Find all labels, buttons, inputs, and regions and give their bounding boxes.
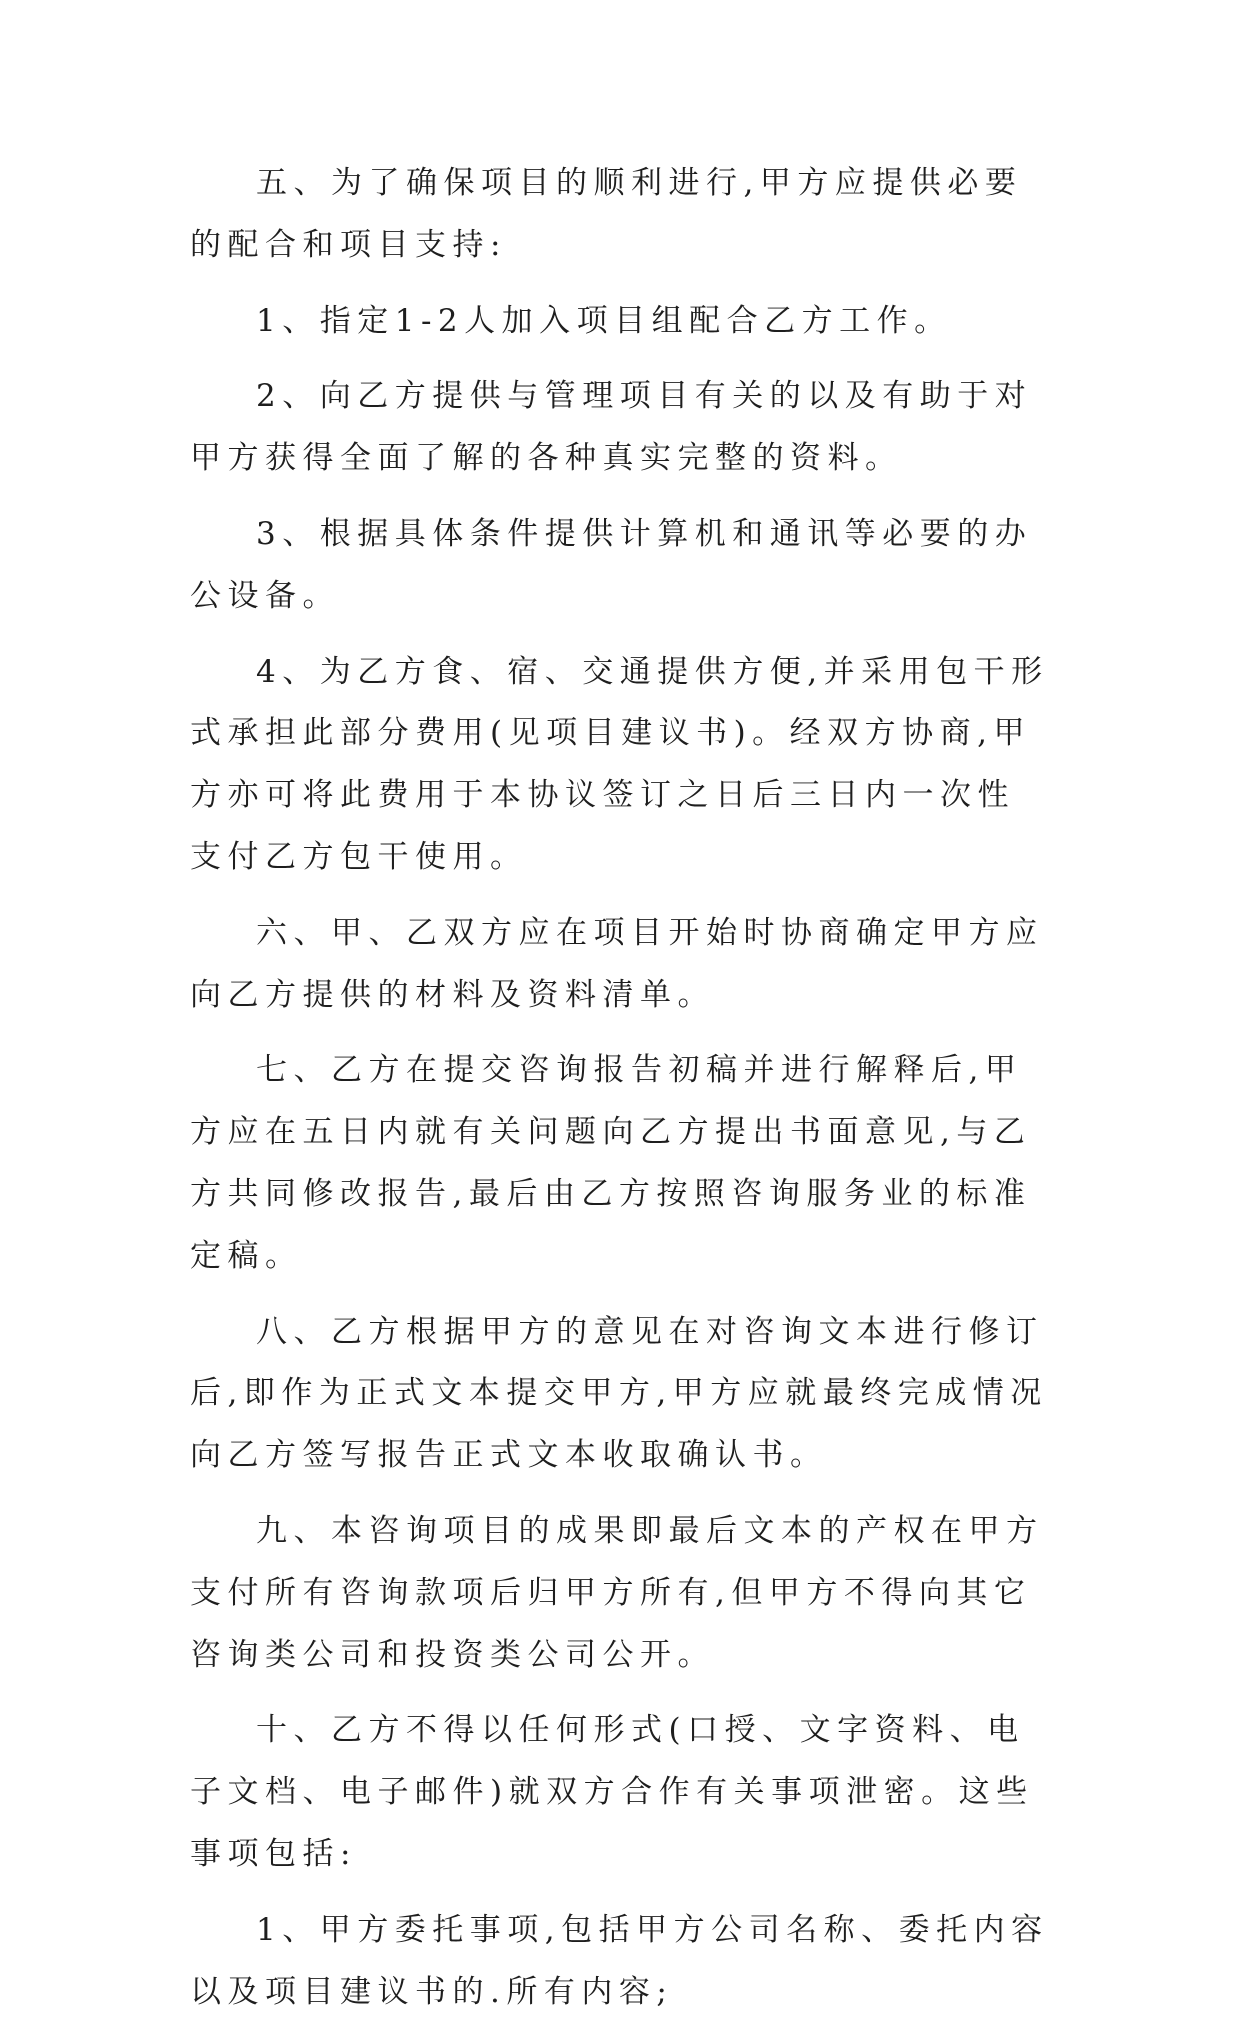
paragraph-section-9: 九、本咨询项目的成果即最后文本的产权在甲方支付所有咨询款项后归甲方所有,但甲方不得向其它咨询类公司和投资类公司公开。: [190, 1512, 1044, 1673]
paragraph-section-10: 十、乙方不得以任何形式(口授、文字资料、电子文档、电子邮件)就双方合作有关事项泄密。这些事项包括:: [190, 1712, 1034, 1872]
paragraph-item-4: 4、为乙方食、宿、交通提供方便,并采用包干形式承担此部分费用(见项目建议书)。经双方协商,甲方亦可将此费用于本协议签订之日后三日内一次性支付乙方包干使用。: [190, 653, 1049, 875]
paragraph-item-1: 1、指定1-2人加入项目组配合乙方工作。: [256, 302, 952, 339]
paragraph-section-5: 五、为了确保项目的顺利进行,甲方应提供必要的配合和项目支持:: [190, 165, 1023, 263]
paragraph-section-7: 七、乙方在提交咨询报告初稿并进行解释后,甲方应在五日内就有关问题向乙方提出书面意见,与乙方共同修改报告,最后由乙方按照咨询服务业的标准定稿。: [190, 1052, 1032, 1274]
document-body: [190, 153, 1052, 2023]
paragraph-section-10-item-1: 1、甲方委托事项,包括甲方公司名称、委托内容以及项目建议书的.所有内容;: [190, 1911, 1049, 2010]
paragraph-item-3: 3、根据具体条件提供计算机和通讯等必要的办公设备。: [190, 515, 1033, 614]
paragraph-section-6: 六、甲、乙双方应在项目开始时协商确定甲方应向乙方提供的材料及资料清单。: [190, 914, 1044, 1013]
paragraph-section-8: 八、乙方根据甲方的意见在对咨询文本进行修订后,即作为正式文本提交甲方,甲方应就最终完成情况向乙方签写报告正式文本收取确认书。: [190, 1313, 1048, 1474]
paragraph-item-2: 2、向乙方提供与管理项目有关的以及有助于对甲方获得全面了解的各种真实完整的资料。: [190, 378, 1033, 477]
